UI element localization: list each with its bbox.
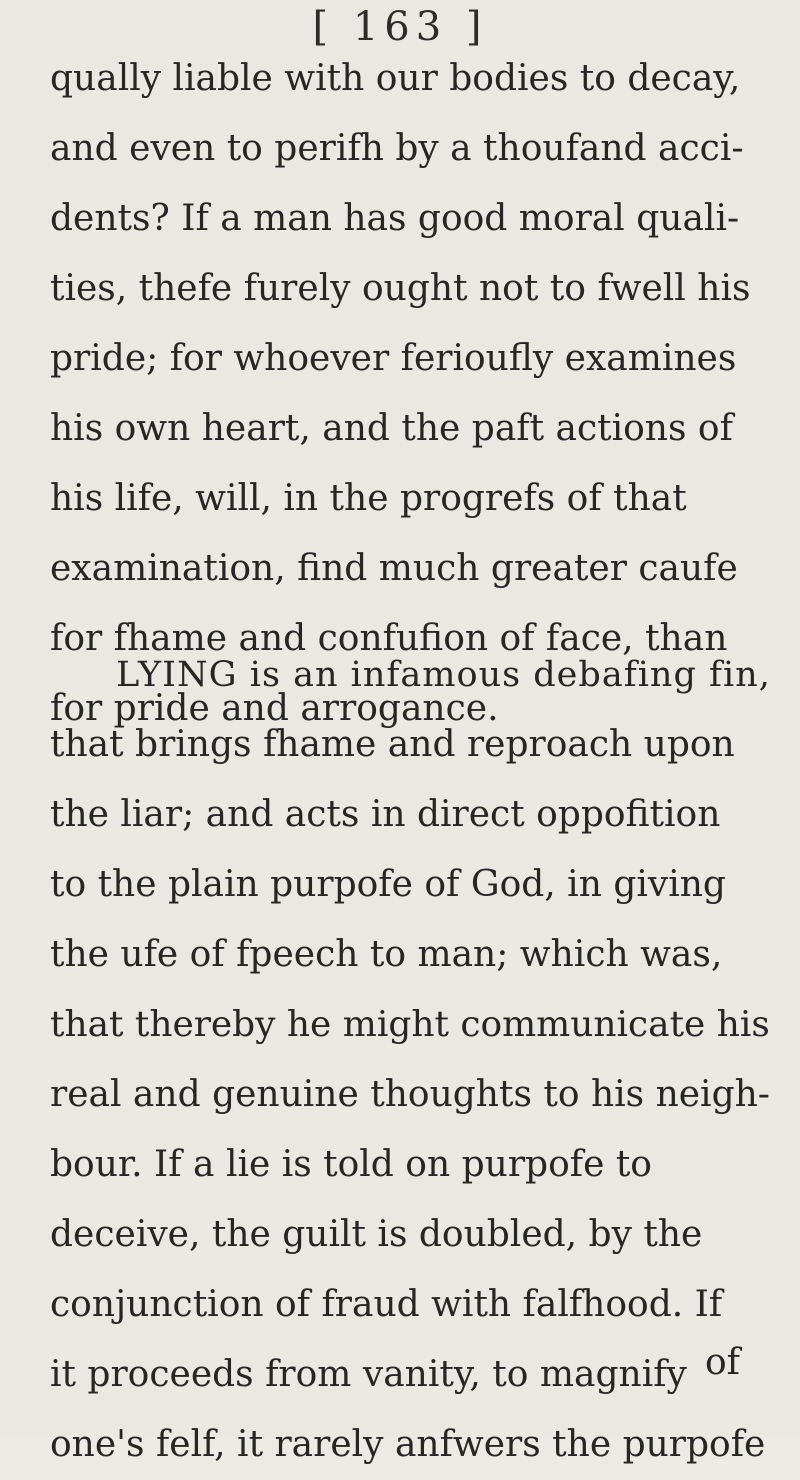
text-line: conjunction of fraud with falfhood. If xyxy=(50,1284,723,1325)
paragraph-1 xyxy=(50,44,770,744)
paragraph-2 xyxy=(50,640,770,1480)
text-line: one's felf, it rarely anfwers the purpofe xyxy=(50,1424,766,1465)
text-line: real and genuine thoughts to his neigh- xyxy=(50,1074,770,1115)
text-line: to the plain purpofe of God, in giving xyxy=(50,864,726,905)
text-line: for fhame and confufion of face, than xyxy=(50,618,728,659)
text-line: his own heart, and the paft actions of xyxy=(50,408,733,449)
text-line: his life, will, in the progrefs of that xyxy=(50,478,687,519)
page-number-header: [ 163 ] xyxy=(312,4,488,50)
text-line-first: LYING is an infamous debafing fin, xyxy=(116,654,771,695)
text-line: the ufe of fpeech to man; which was, xyxy=(50,934,723,975)
text-line: qually liable with our bodies to decay, xyxy=(50,58,741,99)
text-line: the liar; and acts in direct oppofition xyxy=(50,794,721,835)
text-line: that thereby he might communicate his xyxy=(50,1004,770,1045)
catchword: of xyxy=(705,1342,740,1383)
text-line: it proceeds from vanity, to magnify xyxy=(50,1354,687,1395)
text-line: that brings fhame and reproach upon xyxy=(50,724,735,765)
text-line: pride; for whoever ferioufly examines xyxy=(50,338,737,379)
text-line: examination, find much greater caufe xyxy=(50,548,738,589)
text-line: deceive, the guilt is doubled, by the xyxy=(50,1214,703,1255)
text-line: for pride and arrogance. xyxy=(50,688,499,729)
text-line: bour. If a lie is told on purpofe to xyxy=(50,1144,652,1185)
text-line: ties, thefe furely ought not to fwell his xyxy=(50,268,751,309)
text-line: dents? If a man has good moral quali- xyxy=(50,198,740,239)
text-line: and even to perifh by a thoufand acci- xyxy=(50,128,744,169)
